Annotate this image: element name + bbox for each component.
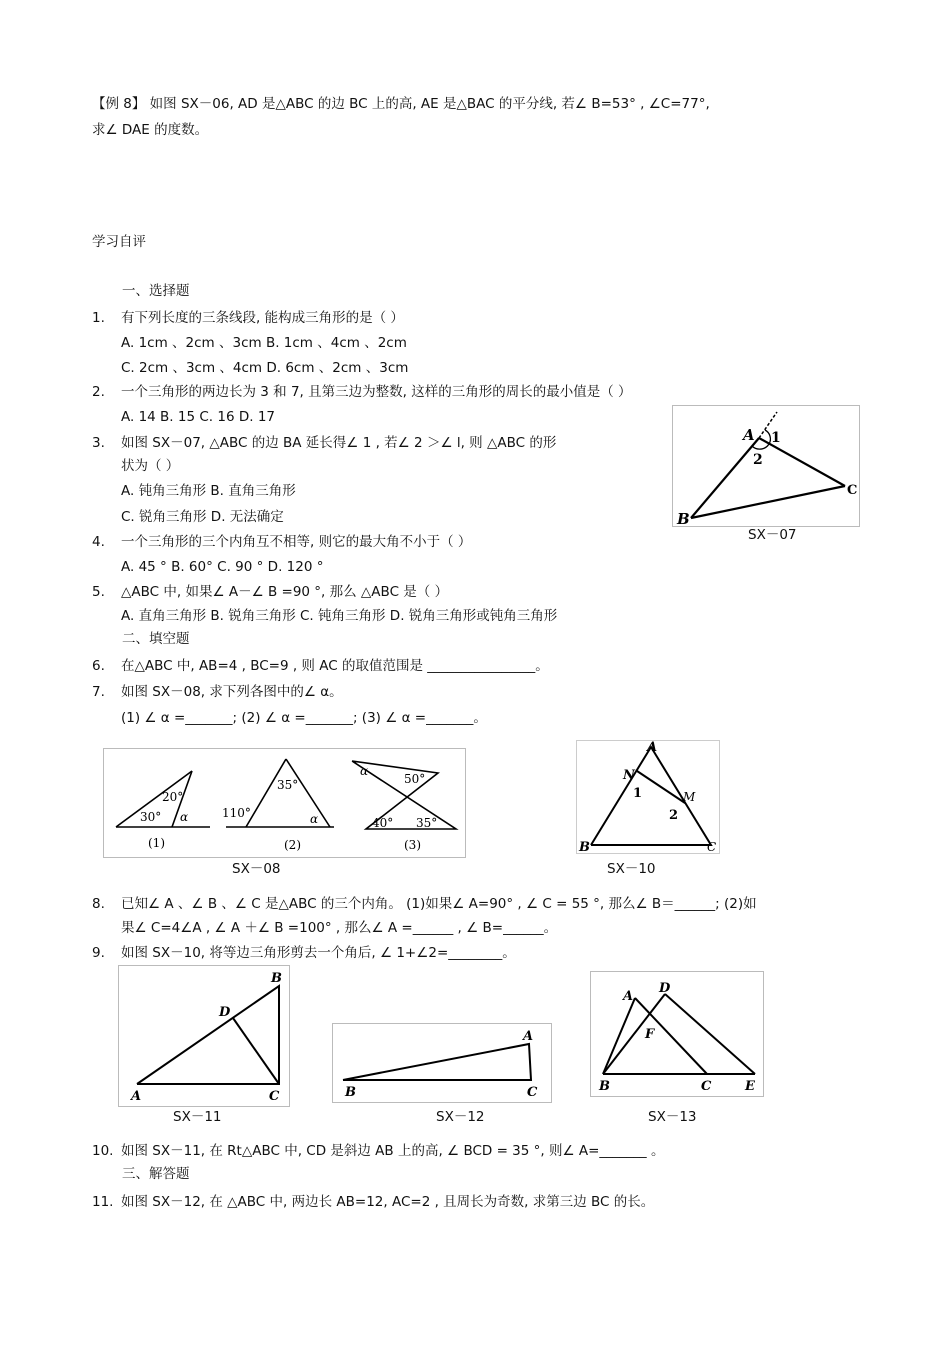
figure-sx11 xyxy=(118,965,290,1107)
sx10-label-1: 1 xyxy=(633,786,643,801)
sx08-p2-110: 110° xyxy=(222,806,251,820)
sx08-p3-alpha: α xyxy=(360,764,369,778)
sx08-p2-tag: (2) xyxy=(284,838,301,852)
sx13-label-e: E xyxy=(745,1079,755,1094)
q10-number: 10. xyxy=(92,1143,114,1159)
example-line-1: 【例 8】 如图 SX－06, AD 是△ABC 的边 BC 上的高, AE 是△BAC 的平分线, 若∠ B=53° , ∠C=77°, xyxy=(92,96,710,112)
sx08-p3-tag: (3) xyxy=(404,838,421,852)
q1-stem: 有下列长度的三条线段, 能构成三角形的是（ ） xyxy=(121,310,404,326)
sx10-label-c: C xyxy=(707,840,717,853)
q9-stem: 如图 SX－10, 将等边三角形剪去一个角后, ∠ 1+∠2=________。 xyxy=(121,945,516,961)
sx10-label-b: B xyxy=(579,840,590,853)
sx08-p3-35: 35° xyxy=(416,816,438,830)
sx08-p1-20: 20° xyxy=(162,790,184,804)
q6-number: 6. xyxy=(92,658,105,674)
sx08-p1-30: 30° xyxy=(140,810,162,824)
caption-sx12: SX－12 xyxy=(436,1109,485,1125)
caption-sx07: SX－07 xyxy=(748,527,797,543)
q2-number: 2. xyxy=(92,384,105,400)
figure-sx13 xyxy=(590,971,764,1097)
figure-sx07 xyxy=(672,405,860,527)
q5-number: 5. xyxy=(92,584,105,600)
sx08-p3-50: 50° xyxy=(404,772,426,786)
figure-sx08 xyxy=(103,748,466,858)
caption-sx11: SX－11 xyxy=(173,1109,222,1125)
part2-title: 二、填空题 xyxy=(122,631,190,647)
figure-sx12 xyxy=(332,1023,552,1103)
q1-options-cd: C. 2cm 、3cm 、4cm D. 6cm 、2cm 、3cm xyxy=(121,360,409,376)
figure-sx10 xyxy=(576,740,720,854)
sx12-label-c: C xyxy=(527,1085,538,1100)
q1-options-ab: A. 1cm 、2cm 、3cm B. 1cm 、4cm 、2cm xyxy=(121,335,407,351)
caption-sx08: SX－08 xyxy=(232,861,281,877)
sx12-label-b: B xyxy=(345,1085,356,1100)
q9-number: 9. xyxy=(92,945,105,961)
sx11-label-c: C xyxy=(269,1089,280,1104)
sx07-label-a: A xyxy=(743,426,755,444)
sx07-label-c: C xyxy=(847,483,858,498)
sx08-p1-tag: (1) xyxy=(148,836,165,850)
section-title: 学习自评 xyxy=(92,234,146,250)
caption-sx10: SX－10 xyxy=(607,861,656,877)
sx11-label-d: D xyxy=(219,1005,231,1020)
q8-line-2: 果∠ C=4∠A , ∠ A ＋∠ B =100° , 那么∠ A =______ , ∠ B=______。 xyxy=(121,920,558,936)
sx13-label-c: C xyxy=(701,1079,712,1094)
sx08-p1-alpha: α xyxy=(180,810,189,824)
q4-options: A. 45 ° B. 60° C. 90 ° D. 120 ° xyxy=(121,559,324,575)
q7-number: 7. xyxy=(92,684,105,700)
q6-stem: 在△ABC 中, AB=4 , BC=9 , 则 AC 的取值范围是 ________________。 xyxy=(121,658,549,674)
q7-blanks: (1) ∠ α =_______; (2) ∠ α =_______; (3) ∠ α =_______。 xyxy=(121,710,487,726)
sx08-p2-alpha: α xyxy=(310,812,319,826)
q5-stem: △ABC 中, 如果∠ A－∠ B =90 °, 那么 △ABC 是（ ） xyxy=(121,584,449,600)
caption-sx13: SX－13 xyxy=(648,1109,697,1125)
sx12-label-a: A xyxy=(523,1029,534,1044)
q3-stem-2: 状为（ ） xyxy=(121,458,180,474)
part1-title: 一、选择题 xyxy=(122,283,190,299)
q5-options: A. 直角三角形 B. 锐角三角形 C. 钝角三角形 D. 锐角三角形或钝角三角形 xyxy=(121,608,558,624)
q11-number: 11. xyxy=(92,1194,114,1210)
q2-stem: 一个三角形的两边长为 3 和 7, 且第三边为整数, 这样的三角形的周长的最小值是（ ） xyxy=(121,384,632,400)
sx07-label-b: B xyxy=(677,510,690,526)
sx13-label-d: D xyxy=(659,981,671,996)
sx08-p2-35: 35° xyxy=(277,778,299,792)
q1-number: 1. xyxy=(92,310,105,326)
sx10-label-m: M xyxy=(683,790,696,804)
q3-options-cd: C. 锐角三角形 D. 无法确定 xyxy=(121,509,284,525)
q4-number: 4. xyxy=(92,534,105,550)
sx11-label-a: A xyxy=(131,1089,142,1104)
example-line-2: 求∠ DAE 的度数。 xyxy=(92,122,209,138)
q4-stem: 一个三角形的三个内角互不相等, 则它的最大角不小于（ ） xyxy=(121,534,472,550)
sx11-label-b: B xyxy=(271,971,282,986)
sx10-label-n: N xyxy=(623,768,635,783)
q8-line-1: 已知∠ A 、∠ B 、∠ C 是△ABC 的三个内角。 (1)如果∠ A=90° , ∠ C = 55 °, 那么∠ B＝______; (2)如 xyxy=(121,896,757,912)
sx07-label-2: 2 xyxy=(753,452,763,468)
sx07-label-1: 1 xyxy=(771,430,781,446)
q2-options: A. 14 B. 15 C. 16 D. 17 xyxy=(121,409,275,425)
sx10-label-2: 2 xyxy=(669,808,679,823)
q11-stem: 如图 SX－12, 在 △ABC 中, 两边长 AB=12, AC=2 , 且周长为奇数, 求第三边 BC 的长。 xyxy=(121,1194,655,1210)
sx10-label-a: A xyxy=(647,741,658,755)
part3-title: 三、解答题 xyxy=(122,1166,190,1182)
q7-stem: 如图 SX－08, 求下列各图中的∠ α。 xyxy=(121,684,343,700)
sx08-p3-40: 40° xyxy=(372,816,394,830)
q10-stem: 如图 SX－11, 在 Rt△ABC 中, CD 是斜边 AB 上的高, ∠ BCD = 35 °, 则∠ A=_______ 。 xyxy=(121,1143,665,1159)
q3-number: 3. xyxy=(92,435,105,451)
sx13-label-b: B xyxy=(599,1079,610,1094)
q3-options-ab: A. 钝角三角形 B. 直角三角形 xyxy=(121,483,296,499)
q8-number: 8. xyxy=(92,896,105,912)
q3-stem-1: 如图 SX－07, △ABC 的边 BA 延长得∠ 1 , 若∠ 2 ＞∠ l, 则 △ABC 的形 xyxy=(121,435,557,451)
sx13-label-f: F xyxy=(645,1027,655,1042)
sx13-label-a: A xyxy=(623,989,634,1004)
